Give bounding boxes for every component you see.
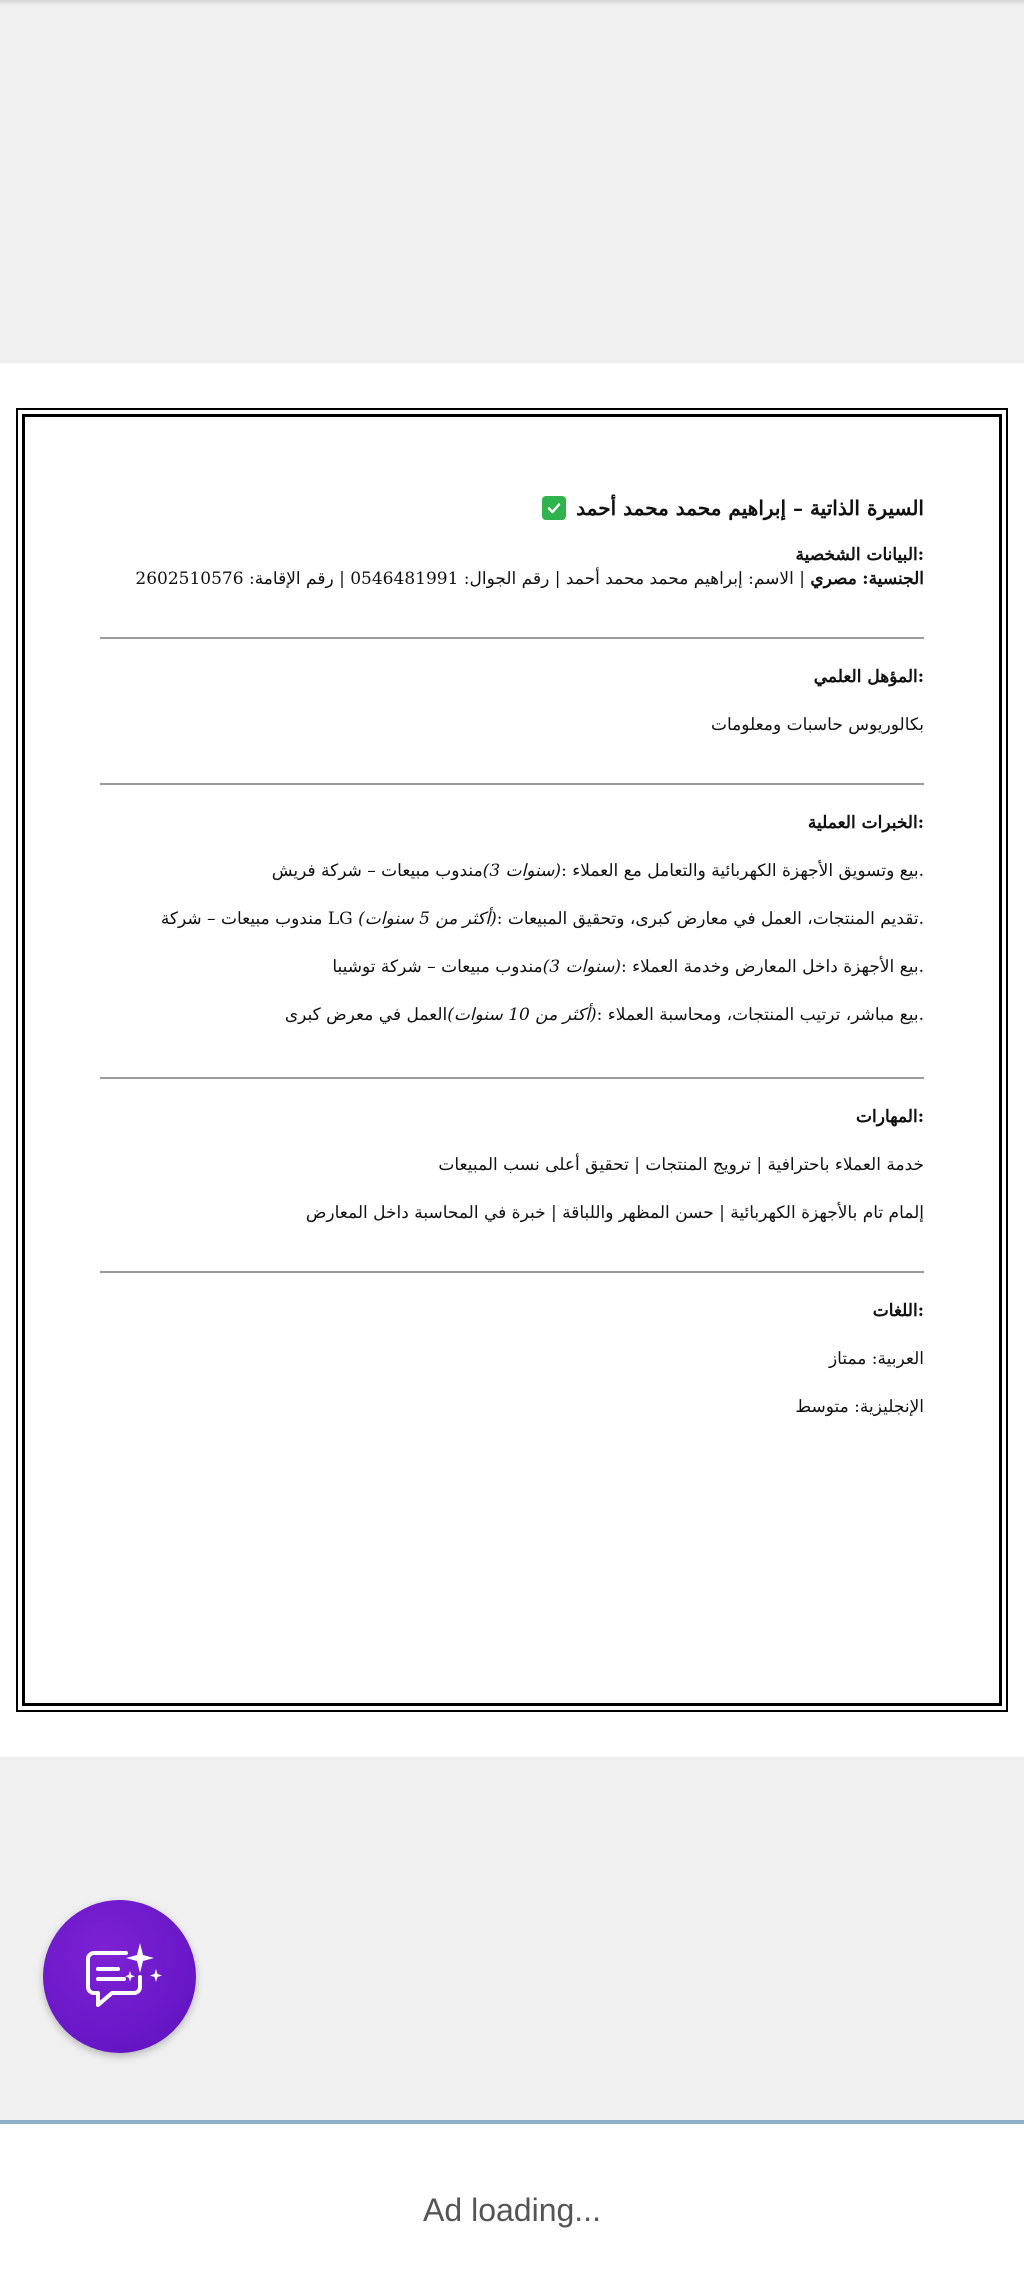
experience-role: مندوب مبيعات – شركة فريش (271, 861, 483, 881)
divider (100, 637, 924, 639)
experience-role: العمل في معرض كبرى (284, 1005, 448, 1025)
education-degree: بكالوريوس حاسبات ومعلومات (710, 715, 924, 735)
experience-lead: . (918, 957, 924, 977)
ad-banner[interactable] (0, 2120, 1024, 2287)
experience-role: مندوب مبيعات – شركة توشيبا (332, 957, 543, 977)
divider (100, 1271, 924, 1273)
experience-item-1 (272, 861, 924, 881)
language-english: الإنجليزية: متوسط (795, 1397, 924, 1417)
experience-duration: (سنوات 3) (542, 957, 621, 977)
experience-desc: بيع وتسويق الأجهزة الكهربائية والتعامل مع العملاء : (561, 861, 919, 881)
experience-desc: بيع الأجهزة داخل المعارض وخدمة العملاء : (621, 957, 919, 977)
ai-chat-sparkle-icon (74, 1931, 166, 2023)
experience-duration: (أكثر من 5 سنوات) (358, 909, 497, 929)
experience-item-4 (285, 1005, 924, 1025)
document-frame (16, 408, 1008, 1712)
resume-title: السيرة الذاتية – إبراهيم محمد محمد أحمد (576, 496, 924, 520)
skills-line-2: إلمام تام بالأجهزة الكهربائية | حسن المظهر واللباقة | خبرة في المحاسبة داخل المعارض (305, 1203, 924, 1223)
ai-assistant-button[interactable] (43, 1900, 196, 2053)
experience-item-3 (332, 957, 924, 977)
nationality-label: الجنسية: (862, 569, 924, 589)
ad-loading-text: Ad loading... (423, 2192, 601, 2228)
check-icon (542, 496, 566, 520)
experience-item-2 (161, 909, 924, 929)
experience-desc: بيع مباشر، ترتيب المنتجات، ومحاسبة العملاء : (596, 1005, 919, 1025)
divider (100, 783, 924, 785)
education-heading: :المؤهل العلمي (813, 667, 924, 687)
experience-duration: (أكثر من 10 سنوات) (447, 1005, 597, 1025)
experience-lead: . (918, 861, 924, 881)
nationality-value: مصري (810, 569, 857, 589)
experience-duration: (سنوات 3) (482, 861, 562, 881)
personal-details-line (135, 569, 924, 589)
experience-desc: تقديم المنتجات، العمل في معارض كبرى، وتحقيق المبيعات : (496, 909, 919, 929)
skills-heading: :المهارات (856, 1107, 924, 1127)
divider (100, 1077, 924, 1079)
languages-heading: :اللغات (872, 1301, 924, 1321)
language-arabic: العربية: ممتاز (828, 1349, 924, 1369)
experience-heading: :الخبرات العملية (807, 813, 924, 833)
resume-title-row (542, 495, 924, 521)
top-shadow (0, 0, 1024, 6)
skills-line-1: خدمة العملاء باحترافية | ترويج المنتجات | تحقيق أعلى نسب المبيعات (438, 1155, 924, 1175)
experience-lead: . (918, 909, 924, 929)
experience-lead: . (918, 1005, 924, 1025)
experience-role: LG مندوب مبيعات – شركة (160, 909, 359, 929)
personal-details: | الاسم: إبراهيم محمد محمد أحمد | رقم الجوال: 0546481991 | رقم الإقامة: 2602510576 (135, 569, 805, 589)
personal-heading: :البيانات الشخصية (795, 545, 924, 565)
document-frame-inner (22, 414, 1002, 1706)
